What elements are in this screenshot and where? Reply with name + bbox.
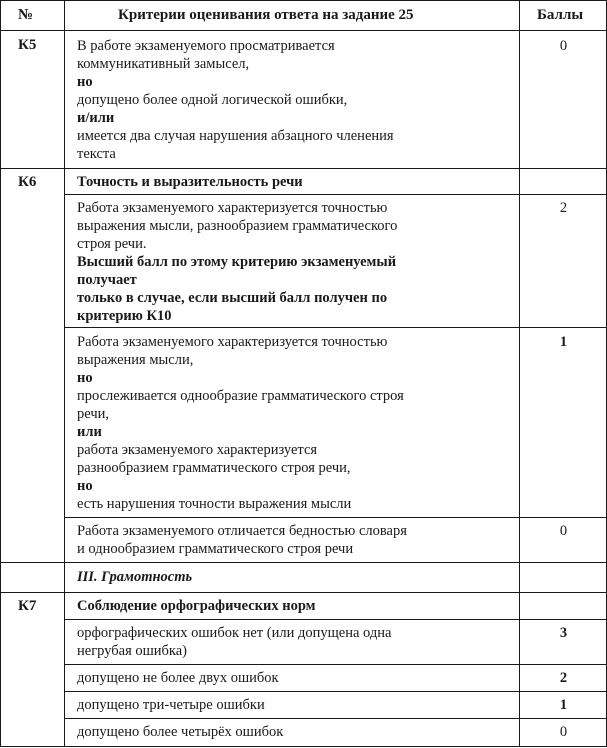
k6-row1-score: 2 [559, 200, 568, 216]
text-line: и/или [77, 110, 115, 126]
text-line: но [77, 478, 93, 494]
k6-row3-text [77, 522, 517, 558]
k6-row2-text [77, 333, 517, 513]
header-no: № [18, 7, 34, 23]
text-line: имеется два случая нарушения абзацного членения [77, 128, 394, 144]
text-line: и однообразием грамматического строя речи [77, 541, 354, 557]
k6-row1-text [77, 199, 517, 325]
text-line: орфографических ошибок нет (или допущена одна [77, 625, 392, 641]
text-line: но [77, 370, 93, 386]
k7-row2-text: допущено не более двух ошибок [77, 670, 279, 686]
text-line: или [77, 424, 102, 440]
text-line: речи, [77, 406, 110, 422]
text-line: Работа экзаменуемого характеризуется точностью [77, 200, 388, 216]
k6-code: К6 [18, 174, 37, 190]
k7-row1-text [77, 624, 517, 660]
text-line: разнообразием грамматического строя речи, [77, 460, 351, 476]
section-title: III. Грамотность [77, 569, 193, 585]
k5-score: 0 [559, 38, 568, 54]
k6-title: Точность и выразительность речи [77, 174, 303, 190]
text-line: критерию К10 [77, 308, 172, 324]
text-line: получает [77, 272, 137, 288]
header-criteria: Критерии оценивания ответа на задание 25 [118, 7, 414, 23]
text-line: негрубая ошибка) [77, 643, 188, 659]
k7-code: К7 [18, 598, 37, 614]
text-line: только в случае, если высший балл получен по [77, 290, 388, 306]
text-line: допущено более одной логической ошибки, [77, 92, 348, 108]
text-line: Высший балл по этому критерию экзаменуемый [77, 254, 397, 270]
k5-code: К5 [18, 37, 37, 53]
k7-row1-score: 3 [559, 625, 568, 641]
text-line: но [77, 74, 93, 90]
text-line: Работа экзаменуемого отличается бедностью словаря [77, 523, 407, 539]
text-line: Работа экзаменуемого характеризуется точностью [77, 334, 388, 350]
header-points: Баллы [537, 7, 584, 23]
k7-row4-text: допущено более четырёх ошибок [77, 724, 284, 740]
text-line: коммуникативный замысел, [77, 56, 250, 72]
text-line: есть нарушения точности выражения мысли [77, 496, 352, 512]
k7-row2-score: 2 [559, 670, 568, 686]
text-line: выражения мысли, разнообразием грамматического [77, 218, 398, 234]
text-line: строя речи. [77, 236, 147, 252]
k6-row2-score: 1 [559, 334, 568, 350]
k5-text [77, 37, 517, 163]
text-line: текста [77, 146, 116, 162]
k7-row3-text: допущено три-четыре ошибки [77, 697, 265, 713]
k6-row3-score: 0 [559, 523, 568, 539]
k7-row3-score: 1 [559, 697, 568, 713]
k7-row4-score: 0 [559, 724, 568, 740]
k7-title: Соблюдение орфографических норм [77, 598, 316, 614]
text-line: В работе экзаменуемого просматривается [77, 38, 335, 54]
text-line: выражения мысли, [77, 352, 194, 368]
text-line: работа экзаменуемого характеризуется [77, 442, 318, 458]
text-line: прослеживается однообразие грамматического строя [77, 388, 404, 404]
